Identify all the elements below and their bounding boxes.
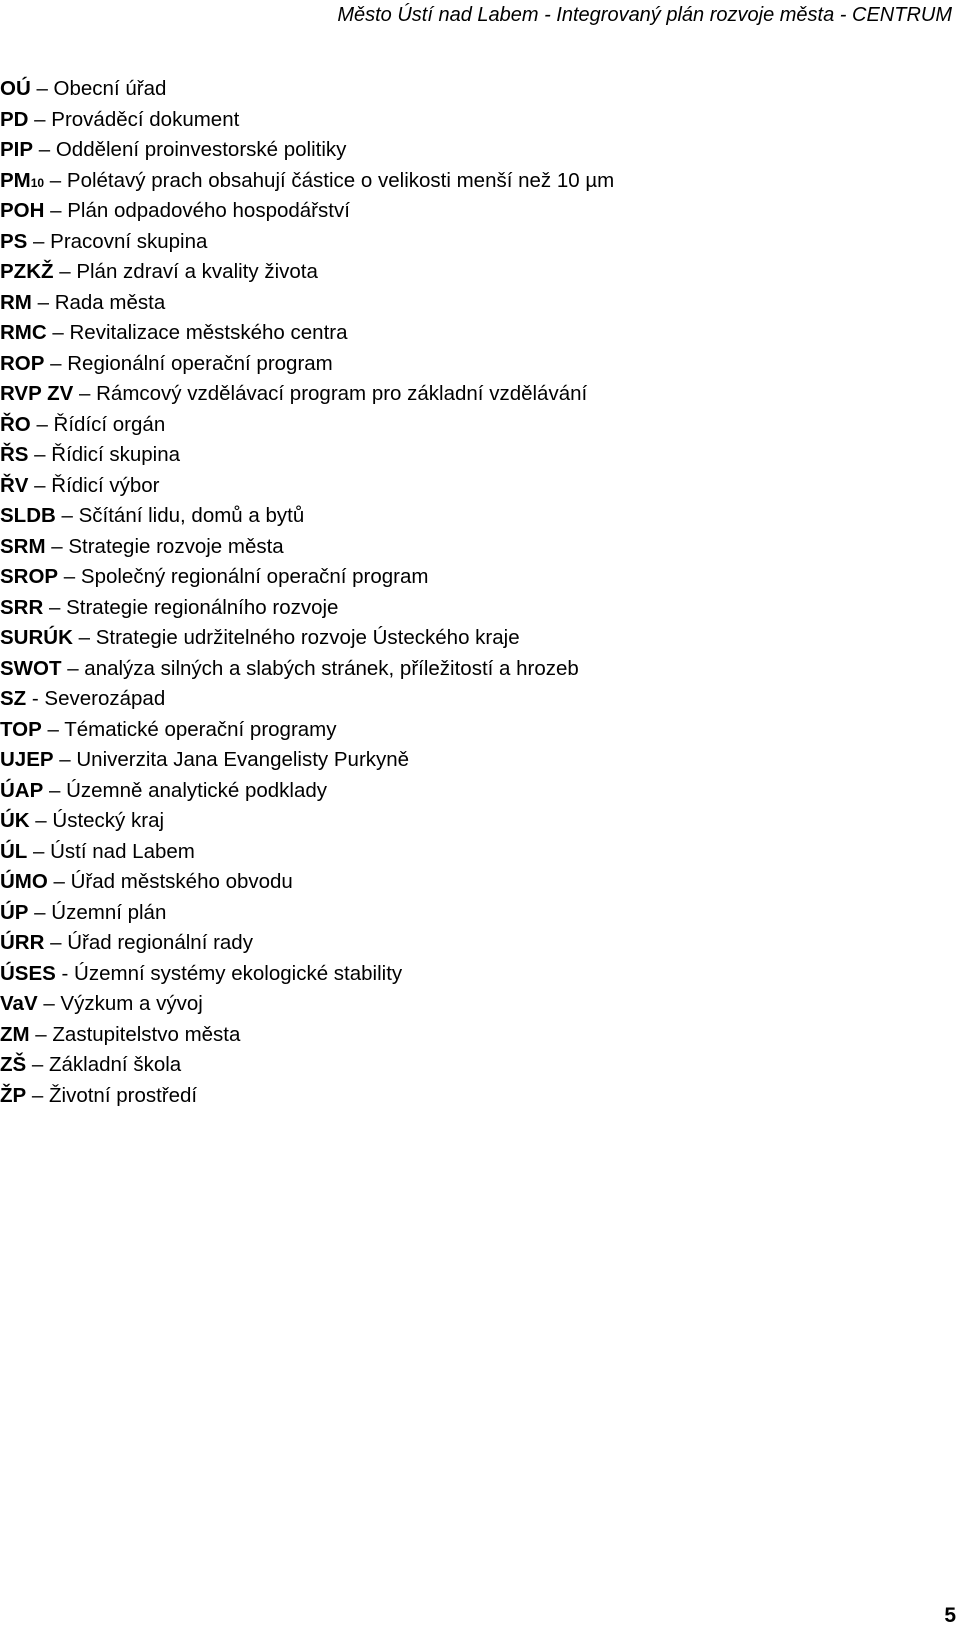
abbreviation-item	[0, 837, 614, 868]
abbreviation-item	[0, 74, 614, 105]
abbreviation-meaning: Obecní úřad	[53, 77, 167, 100]
abbreviation-meaning: Rámcový vzdělávací program pro základní vzdělávání	[96, 382, 588, 405]
abbreviation-meaning: Univerzita Jana Evangelisty Purkyně	[76, 748, 410, 771]
abbreviation-item	[0, 318, 614, 349]
abbreviation-meaning: Prováděcí dokument	[51, 107, 240, 131]
abbreviation-item	[0, 959, 614, 990]
abbreviation-item	[0, 1050, 614, 1081]
abbreviation-code: ÚSES	[0, 961, 56, 985]
abbreviation-separator: –	[28, 473, 52, 497]
abbreviation-item	[0, 105, 614, 136]
abbreviation-meaning: Sčítání lidu, domů a bytů	[78, 504, 305, 527]
abbreviation-meaning: Zastupitelstvo města	[52, 1022, 241, 1046]
abbreviation-separator: –	[29, 809, 53, 832]
abbreviation-separator: –	[44, 351, 68, 375]
abbreviation-item	[0, 715, 614, 746]
abbreviation-meaning: Územně analytické podklady	[66, 778, 328, 802]
abbreviation-item	[0, 349, 614, 380]
abbreviation-meaning: Oddělení proinvestorské politiky	[55, 138, 347, 161]
abbreviation-separator: –	[53, 748, 77, 771]
abbreviation-separator: –	[28, 107, 52, 131]
abbreviation-code: ÚAP	[0, 778, 44, 802]
abbreviation-item	[0, 501, 614, 532]
abbreviation-code: ROP	[0, 351, 45, 375]
abbreviation-separator: –	[31, 290, 55, 314]
abbreviation-separator: –	[73, 382, 97, 405]
abbreviation-item	[0, 410, 614, 441]
abbreviation-separator: –	[30, 412, 54, 436]
page-header-title: Město Ústí nad Labem - Integrovaný plán rozvoje města - CENTRUM	[337, 4, 952, 26]
abbreviation-item	[0, 623, 614, 654]
abbreviation-separator: –	[27, 229, 51, 253]
abbreviation-separator: –	[45, 534, 69, 558]
abbreviation-code: TOP	[0, 717, 42, 741]
abbreviation-separator: –	[53, 260, 77, 283]
abbreviation-meaning: Revitalizace městského centra	[69, 321, 348, 344]
abbreviation-meaning: Životní prostředí	[49, 1083, 198, 1107]
abbreviation-code: PS	[0, 229, 28, 253]
abbreviation-separator: –	[43, 595, 67, 619]
abbreviation-separator: –	[26, 1083, 49, 1107]
abbreviation-code: SURÚK	[0, 626, 73, 649]
abbreviation-item	[0, 562, 614, 593]
abbreviation-item	[0, 654, 614, 685]
abbreviation-item	[0, 135, 614, 166]
abbreviation-code: ÚL	[0, 839, 28, 863]
abbreviation-meaning: Řídící orgán	[53, 412, 166, 436]
abbreviation-separator: –	[28, 443, 52, 466]
abbreviation-separator: –	[28, 900, 52, 924]
abbreviation-meaning: Polétavý prach obsahují částice o velikosti menší než 10 µm	[66, 168, 615, 192]
abbreviation-code: SROP	[0, 565, 59, 588]
abbreviation-code: PZKŽ	[0, 260, 54, 283]
abbreviation-separator: –	[61, 656, 85, 680]
abbreviation-meaning: Strategie udržitelného rozvoje Ústeckého kraje	[95, 626, 520, 649]
abbreviation-code: PM	[0, 168, 31, 192]
abbreviation-separator: –	[72, 626, 96, 649]
abbreviation-item	[0, 745, 614, 776]
abbreviation-meaning: Ústí nad Labem	[50, 839, 195, 863]
abbreviation-code: ŘS	[0, 443, 29, 466]
abbreviation-item	[0, 166, 614, 197]
abbreviation-separator: –	[37, 992, 61, 1015]
abbreviation-item	[0, 776, 614, 807]
abbreviation-meaning: Společný regionální operační program	[80, 565, 429, 588]
abbreviation-meaning: Řídicí výbor	[51, 473, 160, 497]
abbreviation-meaning: Plán odpadového hospodářství	[67, 199, 350, 222]
abbreviation-meaning: analýza silných a slabých stránek, příležitostí a hrozeb	[84, 656, 579, 680]
abbreviation-meaning: Základní škola	[49, 1053, 182, 1076]
abbreviation-code: ZŠ	[0, 1053, 27, 1076]
abbreviation-separator: –	[44, 168, 67, 192]
abbreviation-code: ŘV	[0, 473, 29, 497]
abbreviation-item	[0, 928, 614, 959]
abbreviation-code: ÚMO	[0, 870, 48, 893]
abbreviation-separator: –	[46, 321, 70, 344]
abbreviation-meaning: Výzkum a vývoj	[60, 992, 203, 1015]
abbreviation-separator: –	[43, 778, 67, 802]
abbreviation-item	[0, 867, 614, 898]
abbreviation-meaning: Plán zdraví a kvality života	[76, 260, 318, 283]
abbreviation-meaning: Severozápad	[44, 687, 166, 710]
abbreviation-separator: –	[27, 839, 51, 863]
abbreviation-separator: –	[41, 717, 65, 741]
abbreviation-separator: –	[29, 1022, 53, 1046]
abbreviation-item	[0, 257, 614, 288]
abbreviation-separator: –	[30, 77, 54, 100]
abbreviation-separator: –	[44, 931, 68, 954]
abbreviation-item	[0, 593, 614, 624]
abbreviation-code: SRR	[0, 595, 44, 619]
page-number: 5	[944, 1604, 956, 1627]
abbreviation-code: SWOT	[0, 656, 62, 680]
abbreviation-separator: –	[26, 1053, 49, 1076]
abbreviation-separator: -	[26, 687, 45, 710]
abbreviation-code: RVP ZV	[0, 382, 74, 405]
abbreviation-code: ŘO	[0, 412, 31, 436]
abbreviation-meaning: Řídicí skupina	[51, 443, 181, 466]
abbreviation-meaning: Ústecký kraj	[52, 809, 165, 832]
abbreviation-item	[0, 532, 614, 563]
abbreviation-item	[0, 196, 614, 227]
abbreviation-separator: –	[58, 565, 81, 588]
abbreviation-item	[0, 379, 614, 410]
abbreviation-code: ÚRR	[0, 931, 45, 954]
abbreviation-code: ŽP	[0, 1083, 27, 1107]
abbreviation-item	[0, 806, 614, 837]
abbreviation-meaning: Územní plán	[51, 900, 167, 924]
abbreviation-code: PD	[0, 107, 29, 131]
abbreviation-code: OÚ	[0, 77, 31, 100]
abbreviation-meaning: Strategie rozvoje města	[68, 534, 284, 558]
abbreviation-item	[0, 227, 614, 258]
abbreviation-separator: -	[55, 961, 75, 985]
abbreviation-item	[0, 684, 614, 715]
abbreviation-item	[0, 898, 614, 929]
abbreviation-meaning: Strategie regionálního rozvoje	[66, 595, 339, 619]
abbreviation-separator: –	[44, 199, 68, 222]
abbreviation-code: SRM	[0, 534, 46, 558]
abbreviation-meaning: Úřad městského obvodu	[70, 870, 293, 893]
abbreviation-meaning: Tématické operační programy	[64, 717, 337, 741]
abbreviation-code: RM	[0, 290, 32, 314]
abbreviation-separator: –	[47, 870, 71, 893]
abbreviation-separator: –	[55, 504, 79, 527]
abbreviation-list	[0, 74, 614, 1111]
abbreviation-code: PIP	[0, 138, 34, 161]
abbreviation-code: SLDB	[0, 504, 56, 527]
abbreviation-item	[0, 288, 614, 319]
abbreviation-code: ZM	[0, 1022, 30, 1046]
abbreviation-meaning: Územní systémy ekologické stability	[74, 961, 403, 985]
abbreviation-code: SZ	[0, 687, 27, 710]
abbreviation-separator: –	[33, 138, 56, 161]
abbreviation-subscript: 10	[30, 175, 45, 190]
abbreviation-item	[0, 1020, 614, 1051]
abbreviation-code: ÚK	[0, 809, 30, 832]
abbreviation-meaning: Úřad regionální rady	[67, 931, 253, 954]
abbreviation-meaning: Pracovní skupina	[50, 229, 208, 253]
abbreviation-item	[0, 989, 614, 1020]
abbreviation-code: UJEP	[0, 748, 54, 771]
abbreviation-meaning: Rada města	[54, 290, 166, 314]
abbreviation-code: POH	[0, 199, 45, 222]
abbreviation-item	[0, 440, 614, 471]
abbreviation-meaning: Regionální operační program	[67, 351, 333, 375]
abbreviation-code: RMC	[0, 321, 47, 344]
abbreviation-code: VaV	[0, 992, 38, 1015]
abbreviation-code: ÚP	[0, 900, 29, 924]
abbreviation-item	[0, 471, 614, 502]
abbreviation-item	[0, 1081, 614, 1112]
